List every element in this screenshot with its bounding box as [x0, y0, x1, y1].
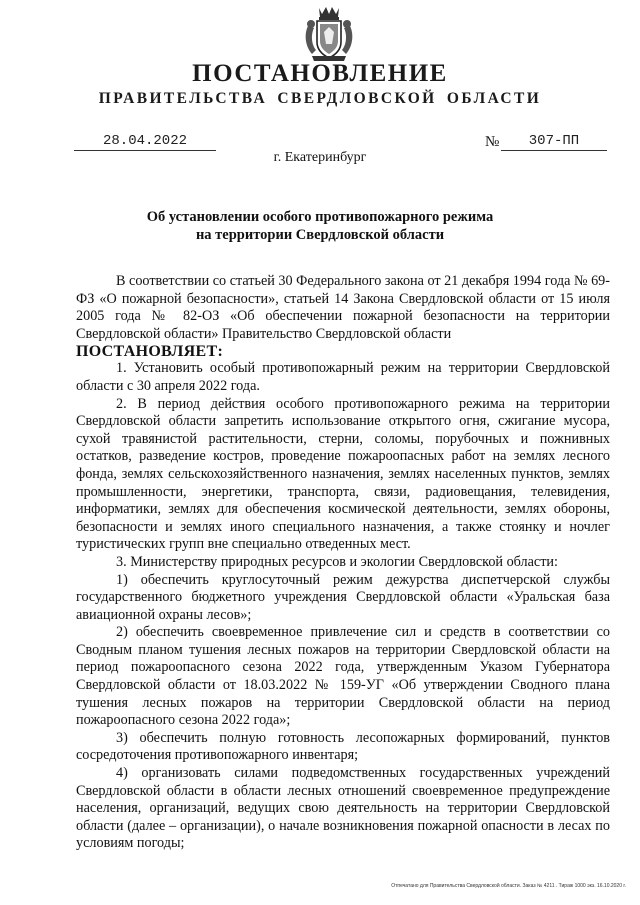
issuer-heading: ПРАВИТЕЛЬСТВА СВЕРДЛОВСКОЙ ОБЛАСТИ — [98, 90, 542, 107]
document-title-line: Об установлении особого противопожарного режима — [146, 209, 494, 225]
subparagraph-3-4: 4) организовать силами подведомственных государственных учреждений Свердловской области в области лесных отношений своевременное предупреждение населения, организаций, ведущих свою деятельность на территории Свердловской области (далее – организации), о начале возникновения пожарной опасности в лесах по условиям погоды; — [76, 765, 610, 852]
document-title-line: на территории Свердловской области — [195, 227, 445, 243]
decree-number: 307-ПП — [501, 132, 607, 151]
document-title — [0, 208, 640, 244]
subparagraph-3-1: 1) обеспечить круглосуточный режим дежурства диспетчерской службы государственного бюджетного учреждения Свердловской области «Уральская база авиационной охраны лесов»; — [76, 571, 610, 623]
decree-word: ПОСТАНОВЛЯЕТ: — [76, 343, 224, 361]
doc-type-heading: ПОСТАНОВЛЕНИЕ — [192, 60, 448, 87]
paragraph-1: 1. Установить особый противопожарный режим на территории Свердловской области с 30 апреля 2022 года. — [76, 360, 610, 394]
subparagraph-3-2: 2) обеспечить своевременное привлечение сил и средств в соответствии со Сводным планом тушения лесных пожаров на территории Свердловской области на период пожароопасного сезона 2022 года, утвержденным Указом Губернатора Свердловской области от 18.03.2022 № 159-УГ «Об утверждении Сводного плана тушения лесных пожаров на территории Свердловской области на период пожароопасного сезона 2022 года»; — [76, 624, 610, 729]
preamble: В соответствии со статьей 30 Федерального закона от 21 декабря 1994 года № 69-ФЗ «О пожарной безопасности», статьей 14 Закона Свердловской области от 15 июля 2005 года № 82-ОЗ «Об обеспечении пожарной безопасности на территории Свердловской области» Правительство Свердловской области — [76, 273, 610, 342]
subparagraph-3-3: 3) обеспечить полную готовность лесопожарных формирований, пунктов сосредоточения противопожарного инвентаря; — [76, 729, 610, 764]
paragraph-2: 2. В период действия особого противопожарного режима на территории Свердловской области запретить использование открытого огня, сжигание мусора, сухой травянистой растительности, стерни, соломы, порубочных и пожнивных остатков, разведение костров, проведение пожароопасных работ на землях лесного фонда, землях сельскохозяйственного назначения, землях населенных пунктов, землях промышленности, энергетики, транспорта, связи, радиовещания, телевидения, информатики, землях для обеспечения космической деятельности, землях обороны, безопасности и землях иного специального назначения, а также стоянку и ночлег туристических групп вне специально отведенных мест. — [76, 395, 610, 553]
city: г. Екатеринбург — [273, 150, 367, 165]
paragraph-3: 3. Министерству природных ресурсов и экологии Свердловской области: — [116, 553, 558, 570]
coat-of-arms-icon — [302, 4, 356, 62]
document-body — [76, 273, 610, 853]
print-note: Отпечатано для Правительства Свердловской области. Заказ № 4211 . Тираж 1000 экз. 16.10.2020 г. — [391, 883, 626, 889]
decree-date: 28.04.2022 — [74, 132, 216, 151]
number-label: № — [485, 134, 500, 150]
